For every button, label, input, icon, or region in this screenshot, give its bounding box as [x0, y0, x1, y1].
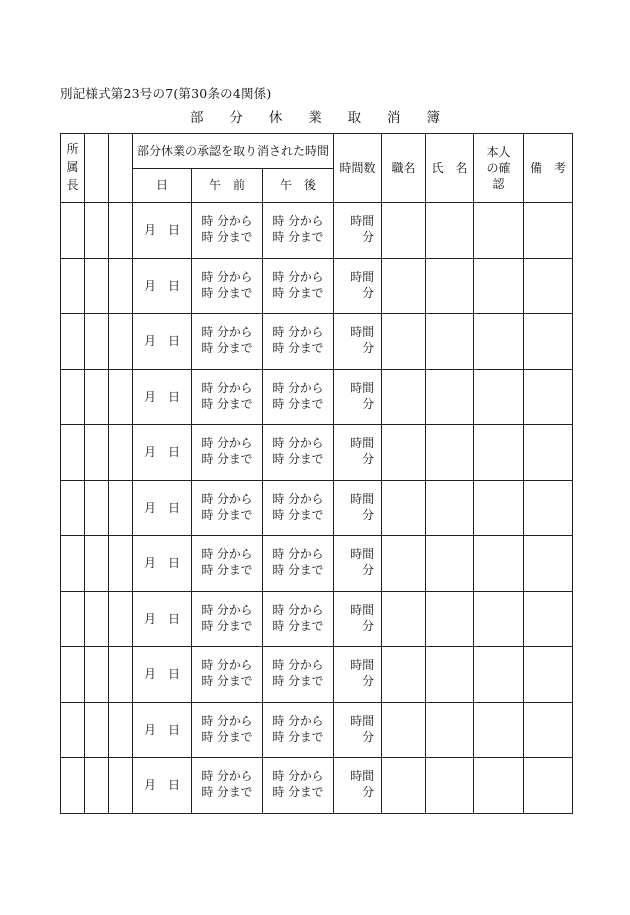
seal-cell[interactable]: [85, 536, 109, 592]
cancelled-time-group-header: 部分休業の承認を取り消された時間: [133, 134, 334, 169]
affiliation-head-cell[interactable]: [61, 758, 85, 814]
name-cell[interactable]: [426, 203, 474, 259]
name-cell[interactable]: [426, 480, 474, 536]
seal-column-header: [85, 134, 109, 203]
time-to-label: 時 分まで: [272, 785, 324, 800]
seal-cell[interactable]: [109, 536, 133, 592]
position-cell[interactable]: [382, 647, 426, 703]
time-to-label: 時 分まで: [201, 230, 253, 245]
date-label: 月 日: [143, 611, 180, 626]
time-from-label: 時 分から: [272, 713, 324, 728]
time-to-label: 時 分まで: [201, 618, 253, 633]
time-from-label: 時 分から: [201, 713, 253, 728]
time-from-label: 時 分から: [272, 380, 324, 395]
confirmation-cell[interactable]: [474, 647, 524, 703]
name-cell[interactable]: [426, 647, 474, 703]
time-to-label: 時 分まで: [201, 507, 253, 522]
date-cell[interactable]: [133, 536, 192, 592]
remarks-cell[interactable]: [524, 702, 573, 758]
confirmation-cell[interactable]: [474, 702, 524, 758]
time-to-label: 時 分まで: [272, 507, 324, 522]
hours-cell[interactable]: [334, 369, 382, 425]
time-from-label: 時 分から: [272, 769, 324, 784]
name-cell[interactable]: [426, 758, 474, 814]
pm-time-cell[interactable]: [263, 702, 334, 758]
date-cell[interactable]: [133, 425, 192, 481]
seal-cell[interactable]: [109, 203, 133, 259]
title-char: 取: [347, 110, 362, 126]
date-label: 月 日: [143, 445, 180, 460]
date-label: 月 日: [143, 278, 180, 293]
hours-cell[interactable]: [334, 536, 382, 592]
name-cell[interactable]: [426, 314, 474, 370]
remarks-cell[interactable]: [524, 203, 573, 259]
pm-time-cell[interactable]: [263, 647, 334, 703]
affiliation-head-cell[interactable]: [61, 258, 85, 314]
time-from-label: 時 分から: [272, 491, 324, 506]
seal-cell[interactable]: [85, 647, 109, 703]
am-time-cell[interactable]: [192, 425, 263, 481]
title-char: 部: [190, 110, 204, 126]
confirmation-cell[interactable]: [474, 591, 524, 647]
table-row: [61, 536, 573, 592]
time-from-label: 時 分から: [272, 547, 324, 562]
time-from-label: 時 分から: [272, 436, 324, 451]
confirmation-cell[interactable]: [474, 758, 524, 814]
seal-cell[interactable]: [85, 425, 109, 481]
time-from-label: 時 分から: [201, 325, 253, 340]
position-cell[interactable]: [382, 314, 426, 370]
confirmation-cell[interactable]: [474, 369, 524, 425]
cancellation-register-table: [60, 133, 573, 814]
affiliation-head-header: 所 属 長: [61, 134, 85, 203]
time-to-label: 時 分まで: [272, 341, 324, 356]
title-char: 業: [308, 110, 322, 126]
table-row: [61, 702, 573, 758]
pm-time-cell[interactable]: [263, 258, 334, 314]
table-row: [61, 314, 573, 370]
name-cell[interactable]: [426, 425, 474, 481]
minutes-label: 分: [362, 785, 375, 800]
form-reference: 別記様式第23号の7(第30条の4関係): [60, 86, 272, 101]
time-from-label: 時 分から: [201, 547, 253, 562]
time-to-label: 時 分まで: [272, 563, 324, 578]
title-char: 休: [268, 110, 283, 126]
seal-cell[interactable]: [109, 369, 133, 425]
am-time-cell[interactable]: [192, 536, 263, 592]
hours-cell[interactable]: [334, 647, 382, 703]
time-from-label: 時 分から: [201, 769, 253, 784]
seal-cell[interactable]: [109, 702, 133, 758]
date-label: 月 日: [143, 778, 180, 793]
minutes-label: 分: [362, 341, 375, 356]
hours-cell[interactable]: [334, 758, 382, 814]
position-cell[interactable]: [382, 591, 426, 647]
date-cell[interactable]: [133, 314, 192, 370]
time-to-label: 時 分まで: [272, 452, 324, 467]
time-to-label: 時 分まで: [272, 230, 324, 245]
remarks-cell[interactable]: [524, 258, 573, 314]
confirmation-cell[interactable]: [474, 425, 524, 481]
position-cell[interactable]: [382, 536, 426, 592]
time-to-label: 時 分まで: [272, 396, 324, 411]
confirmation-cell[interactable]: [474, 258, 524, 314]
date-cell[interactable]: [133, 480, 192, 536]
date-cell[interactable]: [133, 647, 192, 703]
time-from-label: 時 分から: [272, 214, 324, 229]
remarks-cell[interactable]: [524, 647, 573, 703]
am-time-cell[interactable]: [192, 203, 263, 259]
hours-label: 時間: [350, 214, 375, 229]
confirmation-cell[interactable]: [474, 536, 524, 592]
minutes-label: 分: [362, 285, 375, 300]
time-to-label: 時 分まで: [272, 285, 324, 300]
date-label: 月 日: [143, 722, 180, 737]
minutes-label: 分: [362, 452, 375, 467]
table-row: [61, 758, 573, 814]
hours-cell[interactable]: [334, 480, 382, 536]
minutes-label: 分: [362, 396, 375, 411]
table-row: [61, 480, 573, 536]
am-time-cell[interactable]: [192, 480, 263, 536]
seal-cell[interactable]: [109, 314, 133, 370]
position-cell[interactable]: [382, 758, 426, 814]
time-to-label: 時 分まで: [201, 341, 253, 356]
hours-cell[interactable]: [334, 425, 382, 481]
hours-label: 時間: [350, 380, 375, 395]
time-to-label: 時 分まで: [201, 285, 253, 300]
affiliation-head-cell[interactable]: [61, 591, 85, 647]
time-from-label: 時 分から: [272, 269, 324, 284]
remarks-cell[interactable]: [524, 480, 573, 536]
seal-cell[interactable]: [109, 758, 133, 814]
table-row: [61, 647, 573, 703]
name-cell[interactable]: [426, 536, 474, 592]
table-row: [61, 258, 573, 314]
affiliation-head-cell[interactable]: [61, 647, 85, 703]
position-cell[interactable]: [382, 702, 426, 758]
remarks-cell[interactable]: [524, 536, 573, 592]
title-char: 簿: [426, 110, 440, 126]
day-header: 日: [133, 169, 192, 203]
name-cell[interactable]: [426, 258, 474, 314]
hours-label: 時間: [350, 325, 375, 340]
table-row: [61, 203, 573, 259]
position-cell[interactable]: [382, 480, 426, 536]
affiliation-head-cell[interactable]: [61, 203, 85, 259]
date-cell[interactable]: [133, 591, 192, 647]
pm-time-cell[interactable]: [263, 480, 334, 536]
am-time-cell[interactable]: [192, 369, 263, 425]
pm-time-cell[interactable]: [263, 369, 334, 425]
name-cell[interactable]: [426, 369, 474, 425]
title-char: 消: [387, 110, 401, 126]
date-label: 月 日: [143, 500, 180, 515]
seal-cell[interactable]: [85, 203, 109, 259]
form-title: [190, 106, 440, 126]
title-char: 分: [229, 110, 243, 126]
pm-header: 午 後: [263, 169, 334, 203]
table-row: [61, 591, 573, 647]
remarks-header: 備 考: [524, 134, 573, 203]
hours-cell[interactable]: [334, 203, 382, 259]
time-to-label: 時 分まで: [272, 674, 324, 689]
date-label: 月 日: [143, 334, 180, 349]
am-time-cell[interactable]: [192, 647, 263, 703]
pm-time-cell[interactable]: [263, 425, 334, 481]
affiliation-head-cell[interactable]: [61, 480, 85, 536]
time-from-label: 時 分から: [272, 658, 324, 673]
affiliation-head-cell[interactable]: [61, 702, 85, 758]
hours-label: 時間: [350, 436, 375, 451]
pm-time-cell[interactable]: [263, 314, 334, 370]
time-to-label: 時 分まで: [201, 396, 253, 411]
hours-label: 時間: [350, 769, 375, 784]
date-label: 月 日: [143, 389, 180, 404]
minutes-label: 分: [362, 563, 375, 578]
hours-label: 時間: [350, 547, 375, 562]
hours-cell[interactable]: [334, 591, 382, 647]
remarks-cell[interactable]: [524, 314, 573, 370]
affiliation-head-cell[interactable]: [61, 369, 85, 425]
time-to-label: 時 分まで: [201, 452, 253, 467]
seal-cell[interactable]: [109, 647, 133, 703]
confirmation-cell[interactable]: [474, 480, 524, 536]
seal-cell[interactable]: [109, 425, 133, 481]
confirmation-cell[interactable]: [474, 314, 524, 370]
date-label: 月 日: [143, 223, 180, 238]
minutes-label: 分: [362, 507, 375, 522]
minutes-label: 分: [362, 729, 375, 744]
pm-time-cell[interactable]: [263, 203, 334, 259]
confirmation-cell[interactable]: [474, 203, 524, 259]
position-cell[interactable]: [382, 203, 426, 259]
date-label: 月 日: [143, 556, 180, 571]
affiliation-head-cell[interactable]: [61, 425, 85, 481]
hours-cell[interactable]: [334, 314, 382, 370]
name-cell[interactable]: [426, 702, 474, 758]
seal-column-header: [109, 134, 133, 203]
am-time-cell[interactable]: [192, 314, 263, 370]
date-cell[interactable]: [133, 702, 192, 758]
time-from-label: 時 分から: [201, 658, 253, 673]
time-from-label: 時 分から: [272, 325, 324, 340]
affiliation-head-cell[interactable]: [61, 536, 85, 592]
pm-time-cell[interactable]: [263, 591, 334, 647]
position-cell[interactable]: [382, 425, 426, 481]
hours-label: 時間: [350, 713, 375, 728]
minutes-label: 分: [362, 618, 375, 633]
am-time-cell[interactable]: [192, 258, 263, 314]
seal-cell[interactable]: [109, 480, 133, 536]
name-header: 氏 名: [426, 134, 474, 203]
seal-cell[interactable]: [109, 591, 133, 647]
time-from-label: 時 分から: [201, 269, 253, 284]
remarks-cell[interactable]: [524, 591, 573, 647]
seal-cell[interactable]: [85, 480, 109, 536]
hours-header: 時間数: [334, 134, 382, 203]
time-to-label: 時 分まで: [272, 729, 324, 744]
time-from-label: 時 分から: [201, 491, 253, 506]
time-from-label: 時 分から: [201, 436, 253, 451]
table-row: [61, 425, 573, 481]
seal-cell[interactable]: [85, 369, 109, 425]
date-cell[interactable]: [133, 203, 192, 259]
time-from-label: 時 分から: [201, 380, 253, 395]
seal-cell[interactable]: [85, 702, 109, 758]
remarks-cell[interactable]: [524, 369, 573, 425]
am-time-cell[interactable]: [192, 702, 263, 758]
position-header: 職名: [382, 134, 426, 203]
time-to-label: 時 分まで: [201, 674, 253, 689]
position-cell[interactable]: [382, 258, 426, 314]
name-cell[interactable]: [426, 591, 474, 647]
seal-cell[interactable]: [85, 758, 109, 814]
hours-label: 時間: [350, 658, 375, 673]
minutes-label: 分: [362, 674, 375, 689]
table-row: [61, 369, 573, 425]
remarks-cell[interactable]: [524, 425, 573, 481]
date-label: 月 日: [143, 667, 180, 682]
remarks-cell[interactable]: [524, 758, 573, 814]
time-to-label: 時 分まで: [201, 729, 253, 744]
am-header: 午 前: [192, 169, 263, 203]
time-to-label: 時 分まで: [201, 785, 253, 800]
pm-time-cell[interactable]: [263, 536, 334, 592]
date-cell[interactable]: [133, 258, 192, 314]
position-cell[interactable]: [382, 369, 426, 425]
hours-cell[interactable]: [334, 702, 382, 758]
time-from-label: 時 分から: [201, 602, 253, 617]
hours-label: 時間: [350, 491, 375, 506]
seal-cell[interactable]: [85, 591, 109, 647]
time-from-label: 時 分から: [272, 602, 324, 617]
pm-time-cell[interactable]: [263, 758, 334, 814]
am-time-cell[interactable]: [192, 758, 263, 814]
date-cell[interactable]: [133, 758, 192, 814]
affiliation-head-cell[interactable]: [61, 314, 85, 370]
time-to-label: 時 分まで: [201, 563, 253, 578]
am-time-cell[interactable]: [192, 591, 263, 647]
hours-label: 時間: [350, 269, 375, 284]
minutes-label: 分: [362, 230, 375, 245]
date-cell[interactable]: [133, 369, 192, 425]
time-to-label: 時 分まで: [272, 618, 324, 633]
time-from-label: 時 分から: [201, 214, 253, 229]
seal-cell[interactable]: [109, 258, 133, 314]
hours-cell[interactable]: [334, 258, 382, 314]
seal-cell[interactable]: [85, 258, 109, 314]
seal-cell[interactable]: [85, 314, 109, 370]
hours-label: 時間: [350, 602, 375, 617]
confirmation-header: 本人の確認: [474, 134, 524, 203]
